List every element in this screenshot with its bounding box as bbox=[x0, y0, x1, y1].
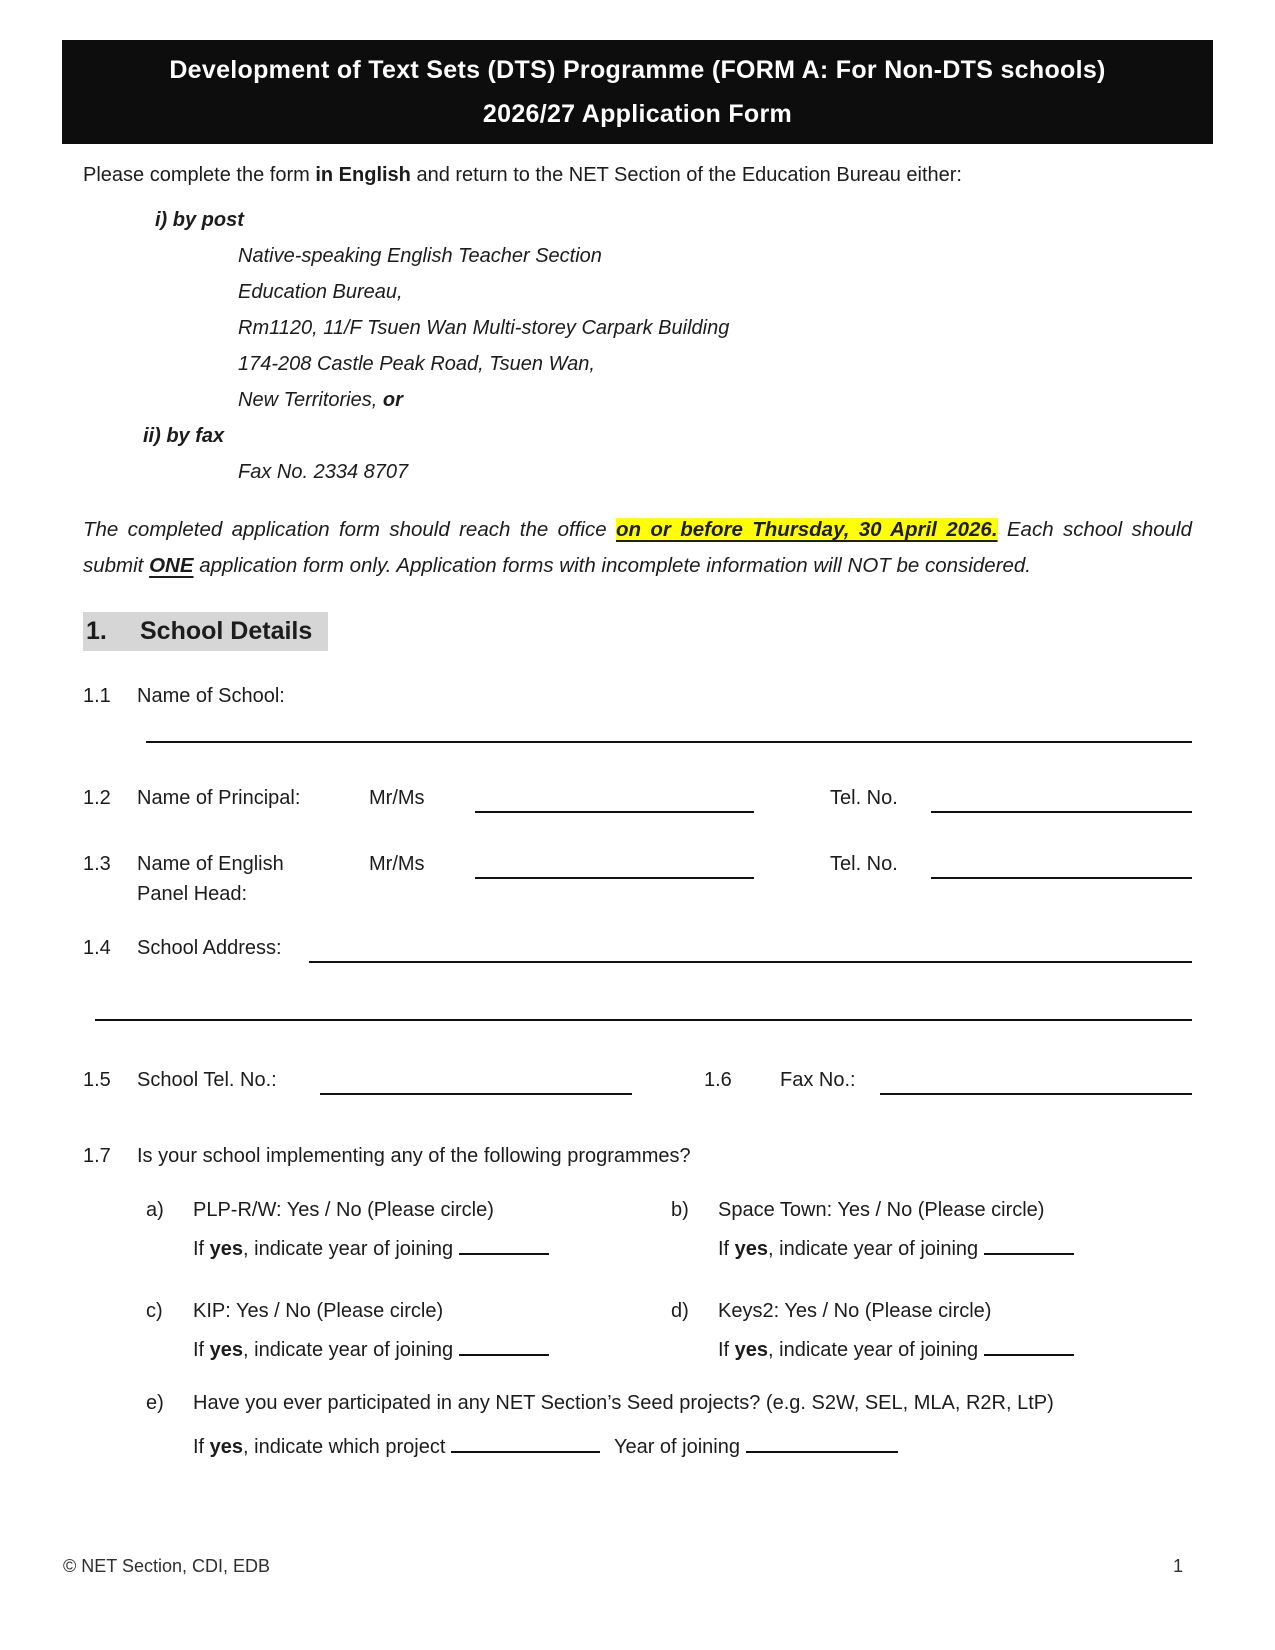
form-title-line1: Development of Text Sets (DTS) Programme (FORM A: For Non-DTS schools) bbox=[169, 56, 1106, 84]
kip-year-field[interactable] bbox=[459, 1334, 549, 1356]
if-post: , indicate year of joining bbox=[243, 1339, 454, 1361]
section-1-title: School Details bbox=[140, 617, 313, 645]
question-1-3-label bbox=[137, 849, 369, 909]
option-a-text: PLP-R/W: Yes / No (Please circle) bbox=[193, 1199, 494, 1221]
option-e-body bbox=[193, 1385, 1178, 1465]
if-post: , indicate year of joining bbox=[768, 1339, 979, 1361]
address-line: Native-speaking English Teacher Section bbox=[238, 245, 602, 267]
option-e-text: Have you ever participated in any NET Section’s Seed projects? (e.g. S2W, SEL, MLA, R2R, LtP) bbox=[193, 1392, 1054, 1414]
principal-tel-label: Tel. No. bbox=[830, 787, 898, 809]
option-b-body bbox=[718, 1195, 1192, 1264]
section-1-number: 1. bbox=[86, 617, 107, 645]
intro-text-bold: in English bbox=[315, 164, 411, 186]
deadline-seg3: application form only. Application forms with incomplete information will NOT be considered. bbox=[193, 554, 1031, 577]
option-c-if-line bbox=[193, 1334, 608, 1365]
if-post: , indicate year of joining bbox=[243, 1238, 454, 1260]
if-mid: , indicate which project bbox=[243, 1436, 446, 1458]
deadline-highlight: on or before Thursday, 30 April 2026. bbox=[615, 518, 998, 541]
question-1-1-label: Name of School: bbox=[137, 685, 285, 707]
question-1-7 bbox=[83, 1141, 1192, 1171]
principal-salutation: Mr/Ms bbox=[369, 787, 425, 809]
option-a-if-line bbox=[193, 1233, 608, 1264]
panel-head-name-field[interactable] bbox=[475, 849, 754, 879]
address-line: Rm1120, 11/F Tsuen Wan Multi-storey Carpark Building bbox=[238, 317, 730, 339]
programme-options-grid bbox=[83, 1195, 1192, 1365]
deadline-seg1: The completed application form should reach the office bbox=[83, 518, 616, 541]
fax-number-line: Fax No. 2334 8707 bbox=[238, 461, 409, 483]
option-a-body bbox=[193, 1195, 608, 1264]
by-fax-label: ii) by fax bbox=[143, 425, 225, 447]
intro-text-post: and return to the NET Section of the Education Bureau either: bbox=[410, 164, 962, 186]
seed-project-name-field[interactable] bbox=[451, 1431, 600, 1453]
question-1-7-number: 1.7 bbox=[83, 1145, 111, 1167]
if-bold: yes bbox=[734, 1238, 769, 1260]
panel-head-tel-field[interactable] bbox=[931, 849, 1192, 879]
intro-text-pre: Please complete the form bbox=[83, 164, 316, 186]
if-bold: yes bbox=[209, 1436, 244, 1458]
question-1-1-number: 1.1 bbox=[83, 685, 111, 707]
if-bold: yes bbox=[734, 1339, 769, 1361]
option-c-letter: c) bbox=[146, 1300, 163, 1322]
option-b-letter: b) bbox=[671, 1199, 689, 1221]
question-1-5-and-1-6 bbox=[83, 1065, 1192, 1095]
seed-year-field[interactable] bbox=[746, 1431, 898, 1453]
question-1-5-label: School Tel. No.: bbox=[137, 1069, 277, 1091]
panel-head-salutation: Mr/Ms bbox=[369, 853, 425, 875]
footer-copyright: © NET Section, CDI, EDB bbox=[63, 1556, 270, 1576]
seed-year-label: Year of joining bbox=[613, 1436, 740, 1458]
option-c-body bbox=[193, 1296, 608, 1365]
if-bold: yes bbox=[209, 1339, 244, 1361]
by-post-label: i) by post bbox=[155, 209, 244, 231]
form-body bbox=[0, 160, 1275, 1465]
section-1-heading-highlight bbox=[83, 612, 328, 651]
question-1-4 bbox=[83, 933, 1192, 963]
question-1-2 bbox=[83, 783, 1192, 813]
option-d-body bbox=[718, 1296, 1192, 1365]
question-1-3 bbox=[83, 849, 1192, 909]
school-tel-field[interactable] bbox=[320, 1065, 632, 1095]
question-1-4-number: 1.4 bbox=[83, 937, 111, 959]
principal-name-field[interactable] bbox=[475, 783, 754, 813]
question-1-1 bbox=[83, 681, 1192, 711]
question-1-2-label: Name of Principal: bbox=[137, 787, 301, 809]
panel-head-tel-label: Tel. No. bbox=[830, 853, 898, 875]
address-or-bold: or bbox=[382, 389, 403, 411]
option-plp-rw bbox=[83, 1195, 608, 1264]
if-pre: If bbox=[193, 1339, 210, 1361]
option-keys2 bbox=[608, 1296, 1192, 1365]
school-address-field-line2[interactable] bbox=[95, 1019, 1192, 1021]
school-fax-field[interactable] bbox=[880, 1065, 1192, 1095]
option-d-text: Keys2: Yes / No (Please circle) bbox=[718, 1300, 992, 1322]
address-line: 174-208 Castle Peak Road, Tsuen Wan, bbox=[238, 353, 595, 375]
option-c-text: KIP: Yes / No (Please circle) bbox=[193, 1300, 444, 1322]
option-b-if-line bbox=[718, 1233, 1192, 1264]
option-b-text: Space Town: Yes / No (Please circle) bbox=[718, 1199, 1045, 1221]
space-town-year-field[interactable] bbox=[984, 1233, 1074, 1255]
if-pre: If bbox=[718, 1339, 735, 1361]
keys2-year-field[interactable] bbox=[984, 1334, 1074, 1356]
page-footer bbox=[63, 1556, 1183, 1577]
form-title-line2: 2026/27 Application Form bbox=[482, 100, 793, 128]
option-a-letter: a) bbox=[146, 1199, 164, 1221]
question-1-6-number: 1.6 bbox=[704, 1069, 732, 1091]
question-1-4-label: School Address: bbox=[137, 937, 282, 959]
option-kip bbox=[83, 1296, 608, 1365]
address-line bbox=[238, 382, 1192, 418]
address-line: Education Bureau, bbox=[238, 281, 403, 303]
page-number: 1 bbox=[1172, 1556, 1183, 1576]
school-address-field-line1[interactable] bbox=[309, 933, 1192, 963]
option-d-if-line bbox=[718, 1334, 1192, 1365]
if-pre: If bbox=[193, 1436, 210, 1458]
option-seed-projects bbox=[83, 1385, 1192, 1465]
section-1-heading bbox=[83, 612, 1192, 651]
option-e-if-line bbox=[193, 1429, 1178, 1465]
option-space-town bbox=[608, 1195, 1192, 1264]
principal-tel-field[interactable] bbox=[931, 783, 1192, 813]
plp-rw-year-field[interactable] bbox=[459, 1233, 549, 1255]
school-name-field[interactable] bbox=[146, 741, 1192, 743]
if-pre: If bbox=[193, 1238, 210, 1260]
question-1-3-label-line2: Panel Head: bbox=[137, 883, 248, 905]
question-1-2-number: 1.2 bbox=[83, 787, 111, 809]
intro-instruction bbox=[83, 160, 1192, 190]
address-line-pre: New Territories, bbox=[238, 389, 383, 411]
question-1-7-label: Is your school implementing any of the following programmes? bbox=[137, 1145, 691, 1167]
option-d-letter: d) bbox=[671, 1300, 689, 1322]
question-1-3-label-line1: Name of English bbox=[137, 853, 284, 875]
question-1-6-label: Fax No.: bbox=[780, 1069, 856, 1091]
question-1-5-number: 1.5 bbox=[83, 1069, 111, 1091]
deadline-seg2: Each school should submit bbox=[83, 518, 1192, 577]
if-pre: If bbox=[718, 1238, 735, 1260]
if-post: , indicate year of joining bbox=[768, 1238, 979, 1260]
form-title-banner bbox=[62, 40, 1213, 144]
deadline-one-word: ONE bbox=[149, 554, 194, 577]
postal-address-block bbox=[238, 238, 1192, 418]
deadline-paragraph bbox=[83, 512, 1192, 584]
question-1-3-number: 1.3 bbox=[83, 853, 111, 875]
if-bold: yes bbox=[209, 1238, 244, 1260]
option-e-letter: e) bbox=[146, 1392, 164, 1414]
